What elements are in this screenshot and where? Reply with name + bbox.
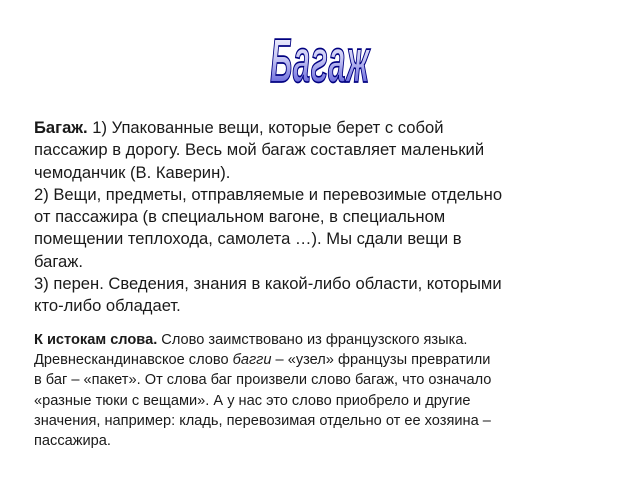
definition-line: багаж. [34, 251, 83, 271]
definition-line: помещении теплохода, самолета …). Мы сдали вещи в [34, 229, 462, 249]
etymology-line: «разные тюки с вещами». А у нас это слово приобрело и другие [34, 392, 471, 409]
definition-line-text: 1) Упакованные вещи, которые берет с собой [87, 118, 444, 137]
page-title [0, 14, 640, 94]
etymology-line: в баг – «пакет». От слова баг произвели слово багаж, что означало [34, 372, 492, 389]
definition-line: кто-либо обладает. [34, 296, 181, 316]
etymology-line-text: Древнескандинавское слово [34, 352, 233, 369]
etymology-line: значения, например: кладь, перевозимая отдельно от ее хозяина – [34, 412, 491, 429]
etymology-block [34, 330, 594, 451]
etymology-line [34, 350, 594, 370]
etymology-line: пассажира. [34, 433, 111, 450]
etymology-heading: К истокам слова. [34, 332, 158, 348]
definition-line: от пассажира (в специальном вагоне, в специальном [34, 207, 446, 227]
definition-line: 2) Вещи, предметы, отправляемые и перевозимые отдельно [34, 184, 503, 204]
wordart-title [0, 14, 640, 94]
etymology-line [34, 330, 594, 350]
definition-block [34, 117, 594, 318]
etymology-line-text: – «узел» французы превратили [271, 352, 491, 369]
etymology-line-text: Слово заимствовано из французского языка. [157, 332, 468, 348]
definition-line: 3) перен. Сведения, знания в какой-либо области, которыми [34, 274, 502, 294]
definition-line: чемоданчик (В. Каверин). [34, 162, 231, 182]
definition-line [34, 117, 594, 139]
etymology-italic-word: багги [232, 352, 272, 369]
definition-line: пассажир в дорогу. Весь мой багаж составляет маленький [34, 140, 485, 160]
title-text: Багаж [270, 27, 370, 94]
definition-term: Багаж. [34, 118, 88, 137]
